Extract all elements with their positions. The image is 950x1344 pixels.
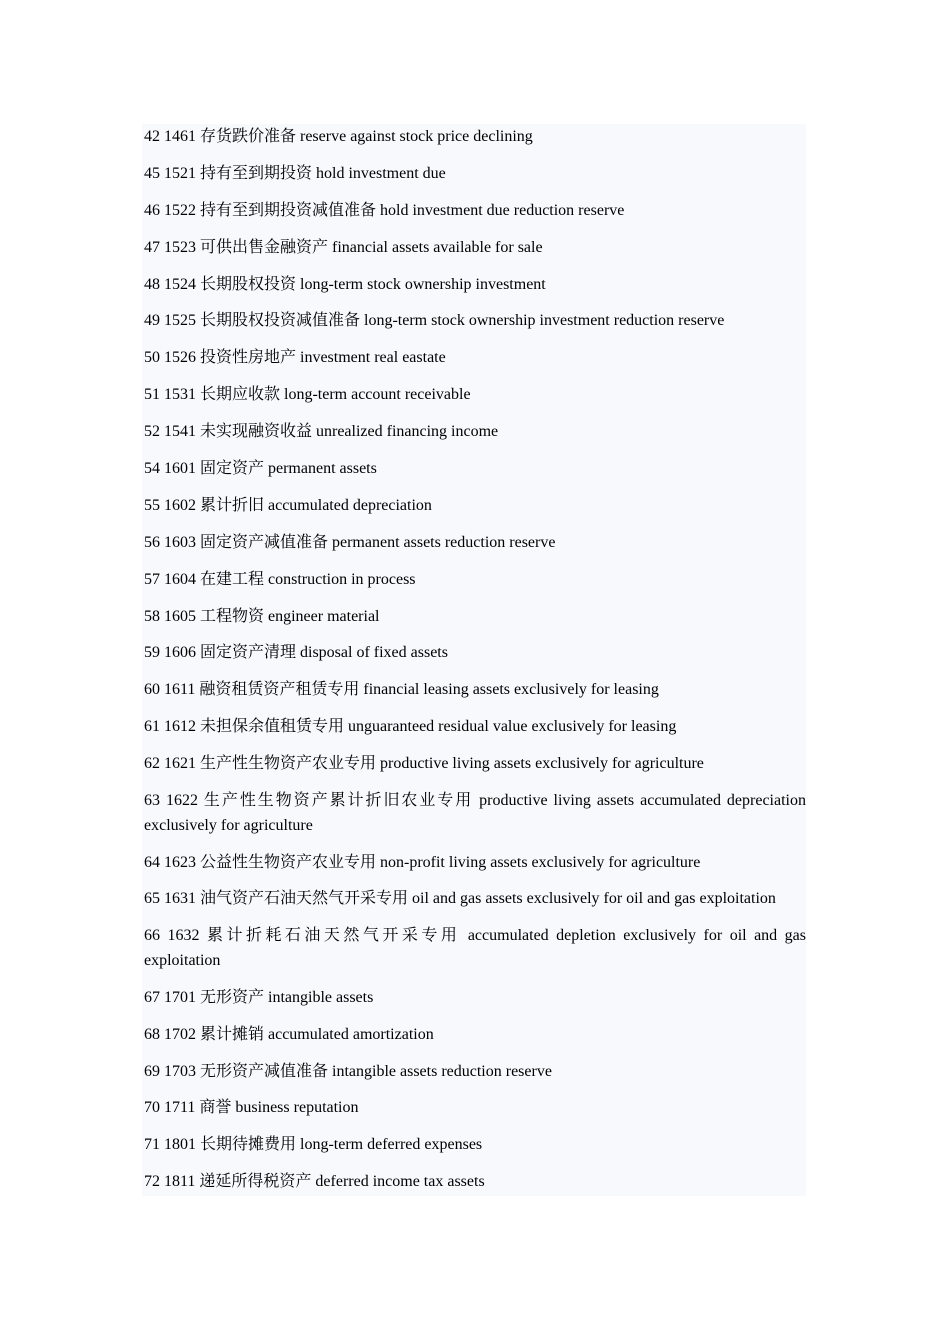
account-entry: 48 1524 长期股权投资 long-term stock ownership investment — [144, 275, 546, 293]
account-entry: 54 1601 固定资产 permanent assets — [144, 460, 377, 478]
account-entry: 70 1711 商誉 business reputation — [144, 1099, 359, 1117]
account-entry: 67 1701 无形资产 intangible assets — [144, 988, 374, 1006]
account-entry: 45 1521 持有至到期投资 hold investment due — [144, 164, 446, 182]
account-entry: 63 1622 生产性生物资产累计折旧农业专用 productive living assets accumulated depreciation exclusively for agriculture — [144, 792, 806, 834]
account-entry: 69 1703 无形资产减值准备 intangible assets reduction reserve — [144, 1062, 552, 1080]
account-entry: 56 1603 固定资产减值准备 permanent assets reduction reserve — [144, 533, 556, 551]
account-entry: 71 1801 长期待摊费用 long-term deferred expenses — [144, 1136, 483, 1154]
account-entry: 49 1525 长期股权投资减值准备 long-term stock ownership investment reduction reserve — [144, 312, 725, 330]
account-entry: 60 1611 融资租赁资产租赁专用 financial leasing assets exclusively for leasing — [144, 681, 659, 699]
account-entry: 62 1621 生产性生物资产农业专用 productive living assets exclusively for agriculture — [144, 755, 704, 773]
account-entry: 55 1602 累计折旧 accumulated depreciation — [144, 496, 432, 514]
document-body — [142, 124, 806, 1196]
account-entry: 52 1541 未实现融资收益 unrealized financing income — [144, 423, 499, 441]
account-entry: 57 1604 在建工程 construction in process — [144, 570, 416, 588]
account-entry: 51 1531 长期应收款 long-term account receivable — [144, 386, 471, 404]
account-entry: 64 1623 公益性生物资产农业专用 non-profit living assets exclusively for agriculture — [144, 853, 701, 871]
account-entry: 65 1631 油气资产石油天然气开采专用 oil and gas assets exclusively for oil and gas exploitation — [144, 890, 776, 908]
account-entry: 61 1612 未担保余值租赁专用 unguaranteed residual value exclusively for leasing — [144, 718, 677, 736]
account-entry: 68 1702 累计摊销 accumulated amortization — [144, 1025, 434, 1043]
account-entry: 58 1605 工程物资 engineer material — [144, 607, 380, 625]
account-entry: 66 1632 累计折耗石油天然气开采专用 accumulated depletion exclusively for oil and gas exploitation — [144, 927, 806, 969]
account-entry: 59 1606 固定资产清理 disposal of fixed assets — [144, 644, 448, 662]
account-entry: 46 1522 持有至到期投资减值准备 hold investment due reduction reserve — [144, 201, 625, 219]
account-entry: 47 1523 可供出售金融资产 financial assets available for sale — [144, 238, 543, 256]
account-entry: 42 1461 存货跌价准备 reserve against stock price declining — [144, 128, 533, 145]
account-entry: 72 1811 递延所得税资产 deferred income tax assets — [144, 1173, 485, 1191]
account-entry: 50 1526 投资性房地产 investment real eastate — [144, 349, 446, 367]
